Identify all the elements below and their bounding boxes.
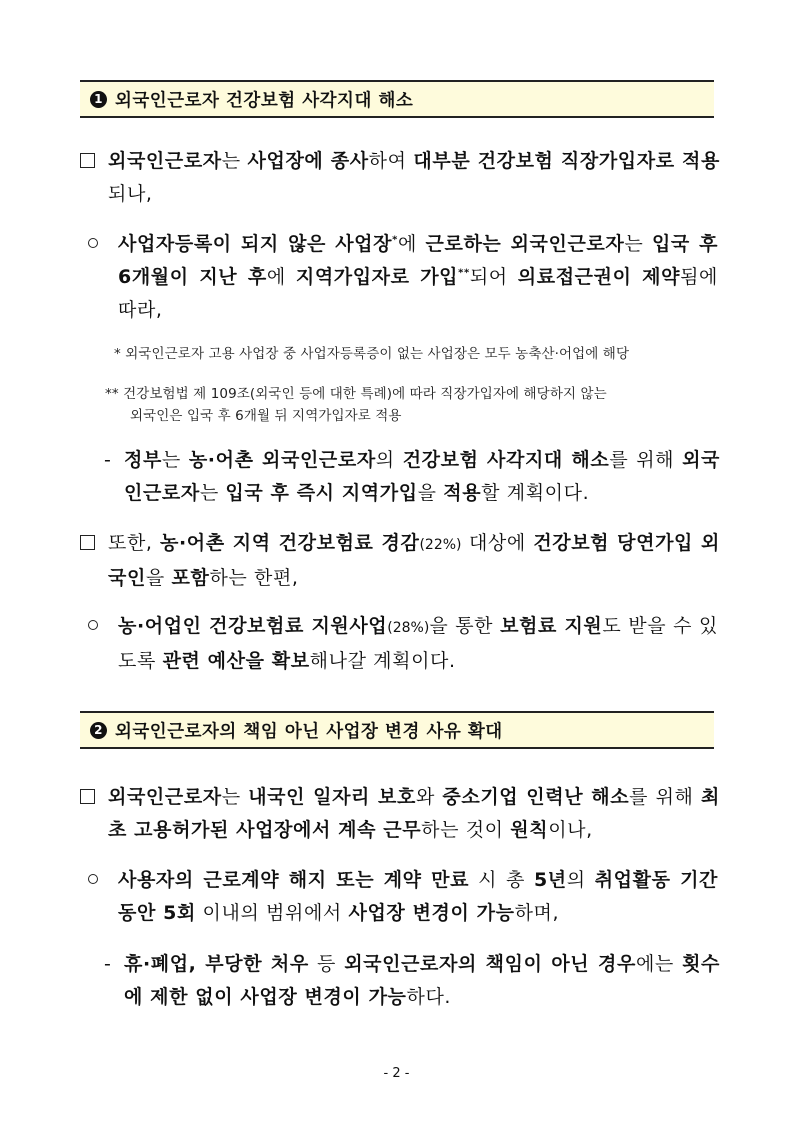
text: 을 통한 [429,615,501,637]
text-bold: 중소기업 인력난 해소 [442,786,630,808]
text-bold: 건강보험 사각지대 해소 [402,449,610,471]
text: 의 [375,449,403,471]
text-bold: 근로하는 외국인근로자 [425,233,625,255]
text: 대상에 [461,532,534,554]
s2-paragraph-3 [104,948,720,1014]
text: 하며, [514,902,560,924]
text-bold: 입국 후 즉시 지역가입 [225,482,418,504]
text: 되나, [108,183,153,205]
text: 할 계획이다. [481,482,590,504]
text-bold: 농·어촌 지역 건강보험료 경감 [160,532,420,554]
s1-paragraph-2 [88,228,718,327]
section-2-header [80,711,714,749]
text-bold: 건강보험 당연가입 외국인 [108,532,720,589]
s1-paragraph-3 [104,444,720,510]
text-bold: 외국인근로자 [108,150,222,172]
footnote-mark: ** [458,267,470,279]
square-bullet-icon [80,145,95,178]
text: 하다. [406,986,452,1008]
text-bold: 휴·폐업, 부당한 처우 [124,953,309,975]
square-bullet-icon [80,781,95,814]
text: 되어 [469,266,518,288]
text: 를 위해 [629,786,702,808]
text: 하여 [368,150,414,172]
circle-bullet-icon [88,228,98,261]
text-bold: 사업장 변경이 가능 [348,902,515,924]
text-bold: 사용자의 근로계약 해지 또는 계약 만료 [118,869,470,891]
text: 하는 한편, [209,567,299,589]
text: 와 [415,786,443,808]
text-bold: 의료접근권이 제약 [517,266,681,288]
text: 는 [624,233,652,255]
text: 등 [308,953,345,975]
text-bold: 5년 [533,869,567,891]
text-bold: 사업자등록이 되지 않은 사업장 [118,233,393,255]
square-bullet-icon [80,527,95,560]
text-bold: 외국인근로자의 책임이 아닌 경우 [344,953,636,975]
s2-paragraph-1 [80,781,720,847]
section-1-header [80,80,714,118]
text-small: (22%) [419,537,462,553]
text: 는 [161,449,189,471]
text: 에 [266,266,296,288]
text-bold: 취업활동 기간 동안 5회 [118,869,719,924]
text: 는 [221,786,249,808]
s1-paragraph-1 [80,145,720,211]
text: 하는 것이 [421,819,511,841]
page-number: - 2 - [383,1066,410,1081]
text-bold: 보험료 지원 [500,615,603,637]
section-2-title: 외국인근로자의 책임 아닌 사업장 변경 사유 확대 [115,721,503,742]
text: 을 [417,482,444,504]
text: 도 받을 수 있도록 [118,615,718,672]
text: 시 총 [469,869,534,891]
s2-paragraph-2 [88,864,718,930]
text: 됨에 따라, [118,266,718,321]
footnote-2-line-2: 외국인은 입국 후 6개월 뒤 지역가입자로 적용 [130,408,402,424]
text: 또한, [108,532,161,554]
text-bold: 원칙 [510,819,549,841]
text-bold: 지역가입자로 가입 [295,266,459,288]
text-bold: 횟수에 제한 없이 사업장 변경이 가능 [124,953,720,1008]
text-bold: 외국인근로자 [108,786,222,808]
text: 의 [566,869,595,891]
circle-bullet-icon [88,864,98,897]
text: 는 [199,482,226,504]
text: 을 [145,567,172,589]
section-2-number: 2 [90,722,107,739]
dash-bullet: - [104,449,112,471]
text-bold: 외국인근로자 [124,449,721,504]
footnote-mark: * [392,234,398,246]
text: 이내의 범위에서 [195,902,349,924]
text-bold: 최초 고용허가된 사업장에서 계속 근무 [108,786,720,841]
section-1-title: 외국인근로자 건강보험 사각지대 해소 [115,90,414,111]
text: 이나, [548,819,593,841]
text-bold: 대부분 건강보험 직장가입자로 적용 [413,150,720,172]
text-bold: 정부 [124,449,162,471]
dash-bullet: - [104,953,112,975]
s1-paragraph-4 [80,527,720,595]
footnote-2-line-1: ** 건강보험법 제 109조(외국인 등에 대한 특례)에 따라 직장가입자에 해당하지 않는 [105,386,607,402]
text-bold: 입국 후 6개월이 지난 후 [118,233,719,288]
text: 는 [221,150,248,172]
text-bold: 농·어업인 건강보험료 지원사업 [118,615,388,637]
text-bold: 적용 [443,482,482,504]
text: 에 [397,233,426,255]
footnote-1: * 외국인근로자 고용 사업장 중 사업자등록증이 없는 사업장은 모두 농축산·어업에 해당 [114,346,630,362]
text: 를 위해 [609,449,683,471]
text-bold: 농·어촌 외국인근로자 [188,449,376,471]
text: 에는 [635,953,683,975]
section-1-number: 1 [90,91,107,108]
s1-paragraph-5 [88,610,718,678]
text-bold: 내국인 일자리 보호 [248,786,416,808]
text-bold: 사업장에 종사 [247,150,369,172]
circle-bullet-icon [88,610,98,643]
text: 해나갈 계획이다. [309,650,456,672]
text-bold: 포함 [171,567,210,589]
text-small: (28%) [387,620,430,636]
text-bold: 관련 예산을 확보 [162,650,310,672]
